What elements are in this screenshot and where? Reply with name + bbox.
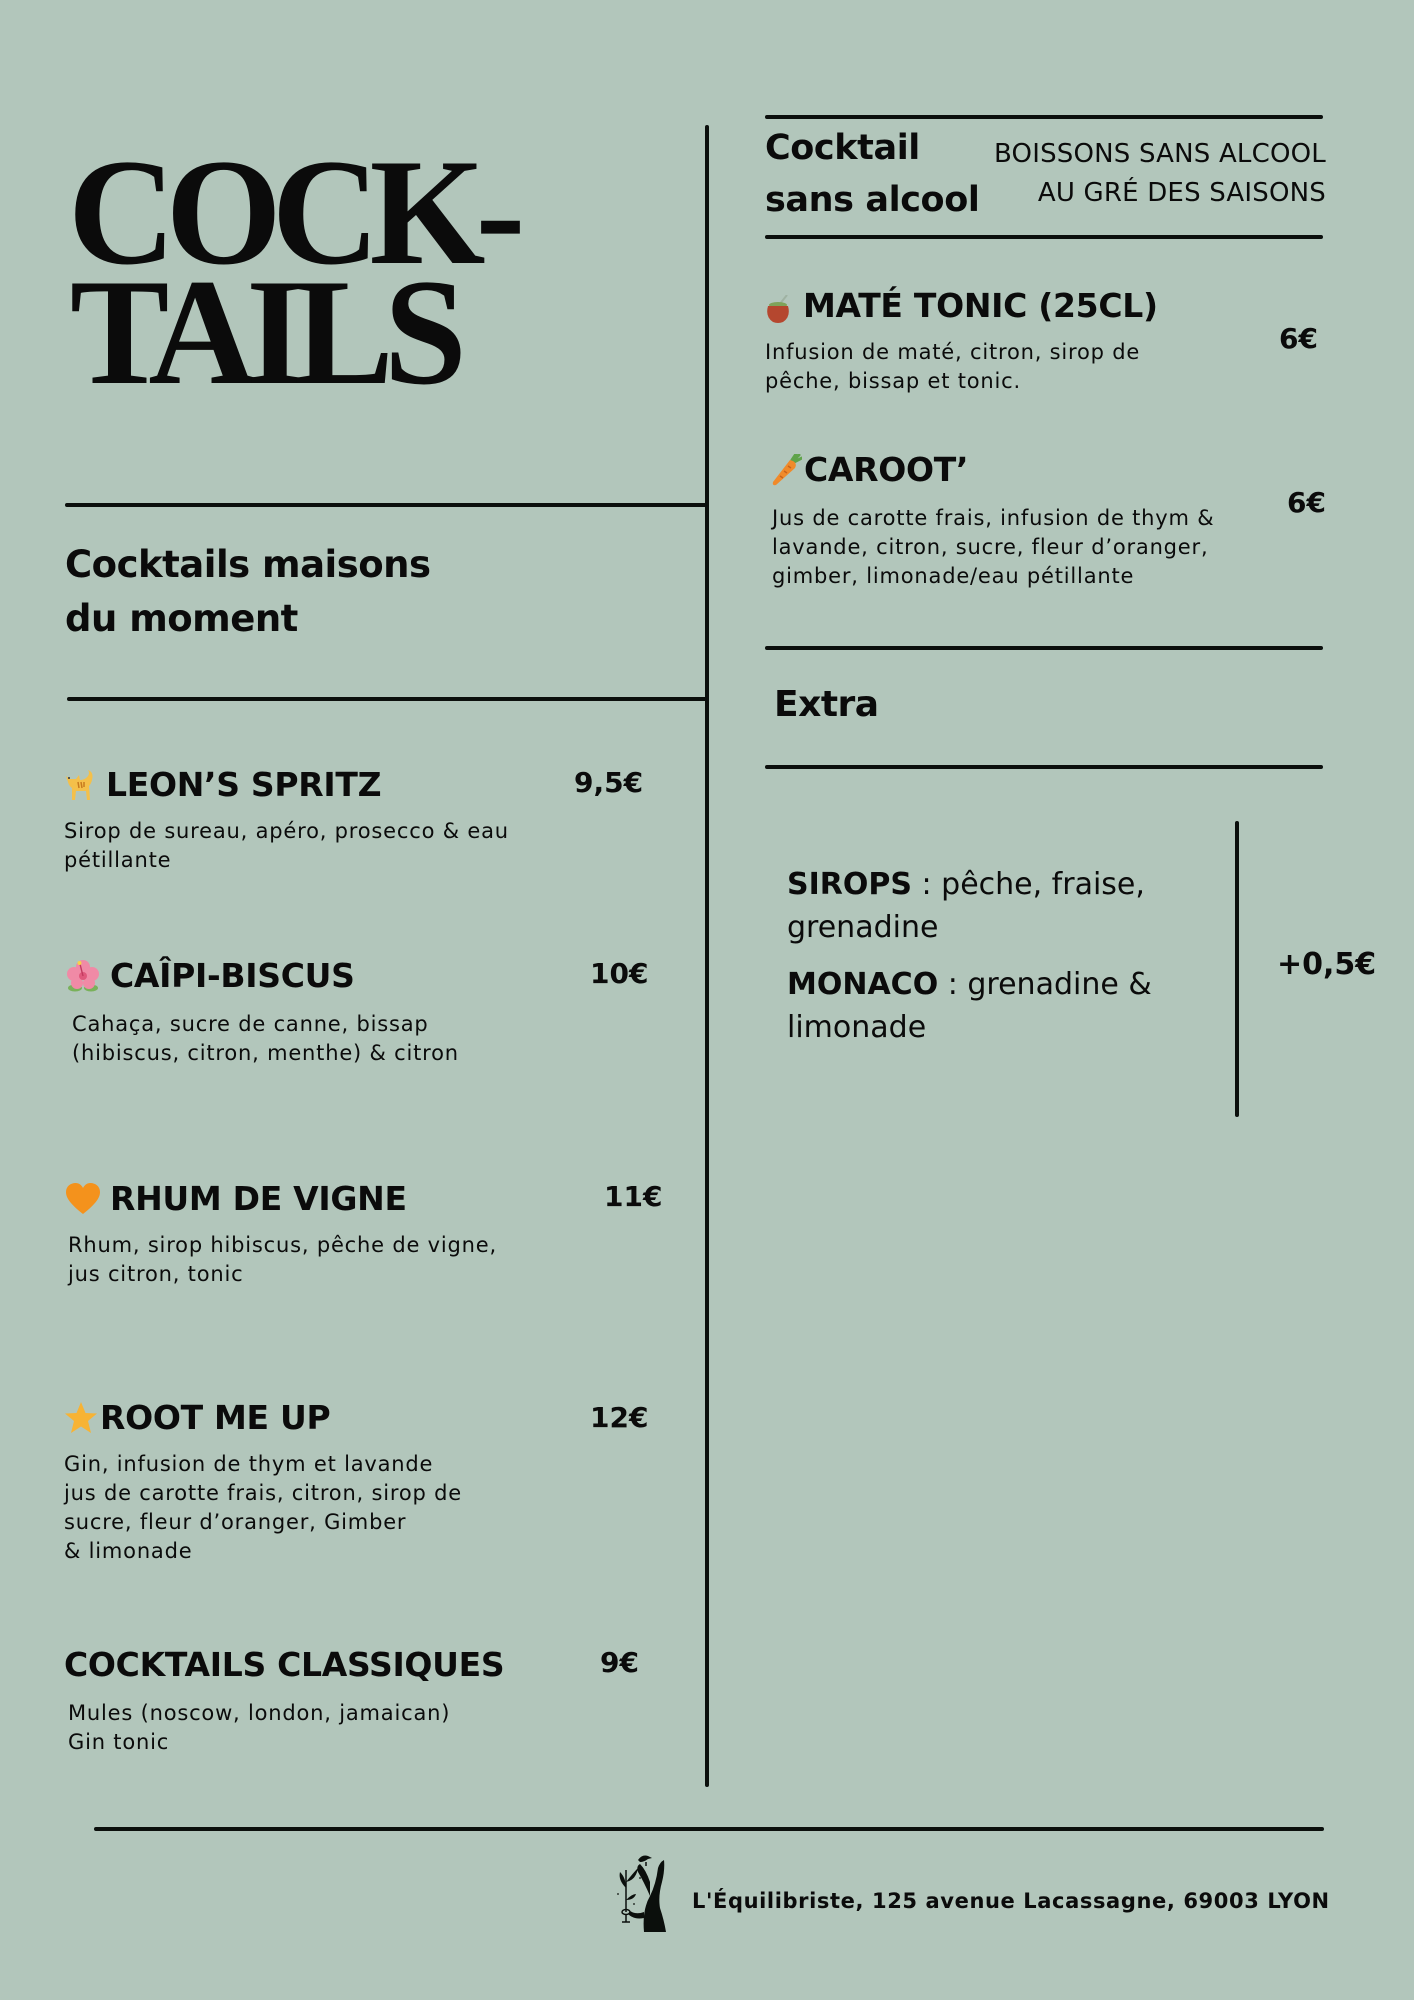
item-name: COCKTAILS CLASSIQUES [64, 1645, 505, 1684]
section-subtitle-non-alcoholic: BOISSONS SANS ALCOOL AU GRÉ DES SAISONS [993, 139, 1326, 208]
extra-options [787, 863, 1207, 1049]
item-name: CAÎPI-BISCUS [110, 956, 355, 995]
item-name: LEON’S SPRITZ [106, 765, 382, 804]
section-title-house-cocktails: Cocktails maisons du moment [65, 543, 431, 640]
right-extra-top-line [765, 646, 1323, 650]
menu-item-root-me-up [64, 1398, 664, 1566]
section-title-non-alcoholic: Cocktail sans alcool [765, 128, 980, 220]
item-name: RHUM DE VIGNE [110, 1179, 407, 1218]
footer-address: L'Équilibriste, 125 avenue Lacassagne, 69003 LYON [692, 1889, 1330, 1913]
item-price: 9€ [600, 1646, 639, 1679]
item-price: 6€ [1287, 486, 1326, 519]
item-description: Gin, infusion de thym et lavande jus de carotte frais, citron, sirop de sucre, fleur d’oranger, Gimber & limonade [64, 1452, 462, 1563]
mate-gourd-icon [765, 292, 791, 320]
right-extra-bottom-line [765, 765, 1323, 769]
item-description: Cahaça, sucre de canne, bissap (hibiscus, citron, menthe) & citron [72, 1012, 459, 1065]
menu-item-cocktails-classiques [64, 1645, 664, 1757]
equilibrist-tree-logo [604, 1848, 670, 1932]
left-divider-bottom [67, 697, 707, 701]
item-name: ROOT ME UP [100, 1398, 331, 1437]
page-title [68, 128, 516, 416]
item-description: Sirop de sureau, apéro, prosecco & eau pétillante [64, 819, 509, 872]
item-description: Jus de carotte frais, infusion de thym & lavande, citron, sucre, fleur d’oranger, gimber, limonade/eau pétillante [772, 506, 1215, 588]
item-price: 6€ [1279, 322, 1318, 355]
item-price: 12€ [590, 1401, 649, 1434]
page-title-line-2: TAILS [69, 248, 458, 416]
right-header-bottom-line [765, 235, 1323, 239]
extra-price: +0,5€ [1277, 947, 1377, 982]
item-price: 11€ [604, 1180, 663, 1213]
carrot-icon [772, 454, 802, 486]
item-name: CAROOT’ [804, 450, 969, 489]
hibiscus-icon [66, 959, 100, 993]
item-description: Rhum, sirop hibiscus, pêche de vigne, jus citron, tonic [68, 1233, 497, 1286]
extra-sirops: SIROPS : pêche, fraise, grenadine [787, 867, 1145, 945]
cat-icon [64, 768, 96, 802]
item-price: 9,5€ [574, 766, 644, 799]
menu-item-mate-tonic [765, 286, 1325, 396]
section-title-extra: Extra [774, 684, 879, 725]
page-title-line-1: COCK- [68, 128, 516, 296]
menu-item-rhum-de-vigne [66, 1179, 666, 1289]
item-description: Mules (noscow, london, jamaican) Gin tonic [68, 1701, 451, 1754]
center-divider [705, 125, 709, 1787]
footer-divider [94, 1827, 1324, 1831]
right-header-top-line [765, 115, 1323, 119]
orange-heart-icon [66, 1183, 100, 1215]
extra-monaco: MONACO : grenadine & limonade [787, 967, 1152, 1045]
menu-item-caroot [772, 450, 1332, 591]
menu-item-leons-spritz [64, 765, 664, 875]
star-icon [64, 1401, 98, 1435]
item-price: 10€ [590, 957, 649, 990]
item-description: Infusion de maté, citron, sirop de pêche, bissap et tonic. [765, 340, 1141, 393]
extra-price-divider [1235, 821, 1239, 1117]
left-divider-top [65, 503, 707, 507]
item-name: MATÉ TONIC (25CL) [803, 286, 1158, 325]
menu-item-caipi-biscus [66, 956, 666, 1068]
